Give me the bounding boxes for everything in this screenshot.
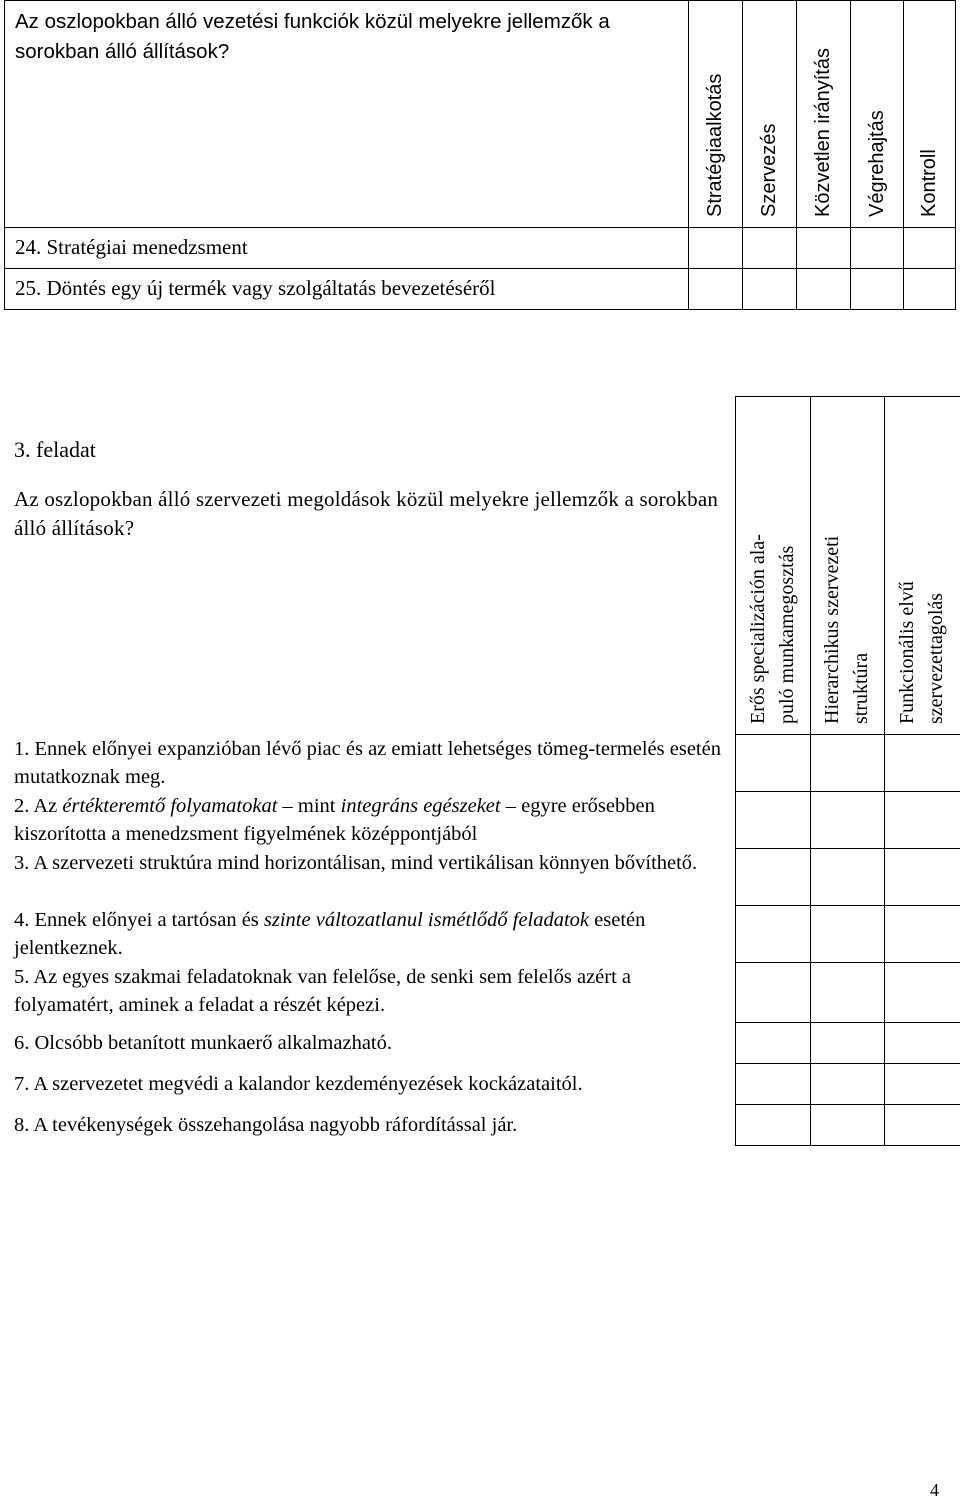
table-row (4, 1105, 960, 1146)
answer-cell[interactable] (904, 228, 956, 269)
answer-cell[interactable] (810, 963, 884, 1023)
functions-table (4, 0, 956, 310)
table-row (4, 906, 960, 963)
table-row (4, 735, 960, 792)
statement-1: 1. Ennek előnyei expanzióban lévő piac és az emiatt lehetséges tömeg-termelés esetén mutatkoznak meg. (14, 737, 721, 788)
question-cell (5, 1, 689, 228)
answer-cell[interactable] (884, 1105, 960, 1146)
answer-cell[interactable] (884, 735, 960, 792)
answer-cell[interactable] (735, 735, 810, 792)
column-header-vegrehajtas (851, 1, 904, 228)
answer-cell[interactable] (743, 269, 797, 310)
answer-cell[interactable] (884, 792, 960, 849)
answer-cell[interactable] (797, 269, 851, 310)
answer-cell[interactable] (735, 906, 810, 963)
answer-cell[interactable] (810, 1105, 884, 1146)
column-header-kozvetlen-iranyitas (797, 1, 851, 228)
row-label: 25. Döntés egy új termék vagy szolgáltatás bevezetéséről (5, 269, 689, 310)
column-label: Közvetlen irányítás (812, 48, 834, 217)
answer-cell[interactable] (735, 1064, 810, 1105)
column-label: Stratégiaalkotás (704, 73, 726, 217)
answer-cell[interactable] (884, 906, 960, 963)
answer-cell[interactable] (810, 735, 884, 792)
statement-7: 7. A szervezetet megvédi a kalandor kezdeményezések kockázataitól. (14, 1072, 583, 1095)
answer-cell[interactable] (743, 228, 797, 269)
statement-5: 5. Az egyes szakmai feladatoknak van felelőse, de senki sem felelős azért a folyamatért, aminek a feladat a részét képezi. (14, 965, 632, 1016)
task-intro (4, 397, 735, 735)
statement-2: 2. Az értékteremtő folyamatokat – mint integráns egészeket – egyre erősebben kiszorította a menedzsment figyelmének középpontjából (14, 794, 655, 845)
answer-cell[interactable] (884, 963, 960, 1023)
answer-cell[interactable] (735, 849, 810, 906)
column-header-funkcionalis (884, 397, 960, 735)
answer-cell[interactable] (810, 1023, 884, 1064)
answer-cell[interactable] (735, 1105, 810, 1146)
answer-cell[interactable] (689, 228, 743, 269)
answer-cell[interactable] (735, 792, 810, 849)
statement-6: 6. Olcsóbb betanított munkaerő alkalmazható. (14, 1031, 392, 1054)
answer-cell[interactable] (797, 228, 851, 269)
column-label: Kontroll (918, 149, 940, 217)
table-row (5, 228, 956, 269)
answer-cell[interactable] (810, 849, 884, 906)
table-row (4, 849, 960, 906)
task-question: Az oszlopokban álló szervezeti megoldások közül melyekre jellemzők a sorokban álló állítások? (14, 486, 719, 540)
table-row (4, 1023, 960, 1064)
column-label: Funkcionális elvű szervezettagolás (896, 581, 947, 724)
column-header-specializacio (735, 397, 810, 735)
column-header-kontroll (904, 1, 956, 228)
table-row (4, 792, 960, 849)
task-title: 3. feladat (14, 436, 96, 462)
column-label: Végrehajtás (865, 110, 888, 217)
statement-8: 8. A tevékenységek összehangolása nagyobb ráfordítással jár. (14, 1113, 518, 1136)
answer-cell[interactable] (810, 792, 884, 849)
structures-table (4, 396, 960, 1146)
column-header-szervezes (743, 1, 797, 228)
answer-cell[interactable] (884, 1023, 960, 1064)
answer-cell[interactable] (810, 906, 884, 963)
answer-cell[interactable] (735, 963, 810, 1023)
answer-cell[interactable] (851, 269, 904, 310)
table-row (4, 963, 960, 1023)
column-label: Hierarchikus szervezeti struktúra (821, 535, 872, 724)
column-label: Erős specializáción ala- puló munkamegosztás (746, 534, 798, 724)
page-number: 4 (930, 1480, 939, 1500)
answer-cell[interactable] (851, 228, 904, 269)
question-text: Az oszlopokban álló vezetési funkciók közül melyekre jellemzők a sorokban álló állítások? (15, 10, 610, 63)
answer-cell[interactable] (884, 849, 960, 906)
answer-cell[interactable] (884, 1064, 960, 1105)
answer-cell[interactable] (810, 1064, 884, 1105)
statement-3: 3. A szervezeti struktúra mind horizontálisan, mind vertikálisan könnyen bővíthető. (14, 851, 698, 874)
column-header-strategiaalkotas (689, 1, 743, 228)
table-row (4, 1064, 960, 1105)
row-label: 24. Stratégiai menedzsment (5, 228, 689, 269)
column-label: Szervezés (758, 123, 780, 217)
answer-cell[interactable] (689, 269, 743, 310)
statement-4: 4. Ennek előnyei a tartósan és szinte változatlanul ismétlődő feladatok esetén jelentkeznek. (14, 908, 646, 959)
answer-cell[interactable] (735, 1023, 810, 1064)
table-row (5, 269, 956, 310)
column-header-hierarchikus (810, 397, 884, 735)
answer-cell[interactable] (904, 269, 956, 310)
